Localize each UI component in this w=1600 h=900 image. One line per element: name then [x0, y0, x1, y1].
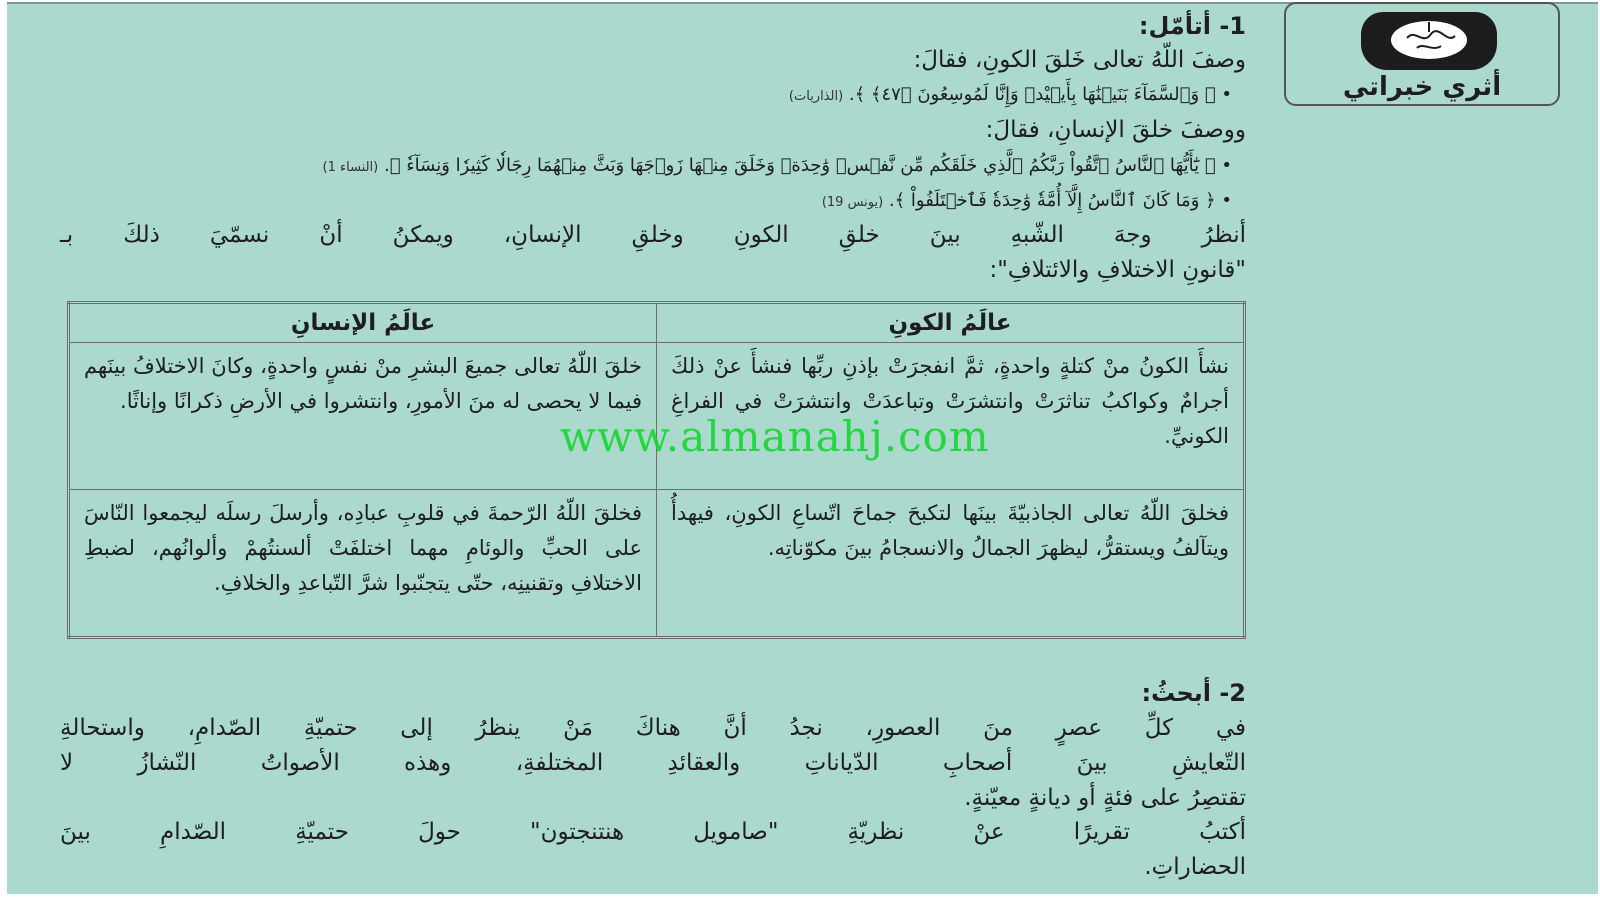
verse-3: [822, 190, 1232, 211]
comparison-paragraph-line-2: "قانونِ الاختلافِ والائتلافِ":: [989, 257, 1246, 283]
cell-human-origin: خلقَ اللّهُ تعالى جميعَ البشرِ منْ نفسٍ واحدةٍ، وكانَ الاختلافُ بينَهم فيما لا يحصى له منَ الأمورِ، وانتشروا في الأرضِ ذكرانًا وإناثًا.: [69, 343, 657, 490]
universe-intro: وصفَ اللّهُ تعالى خَلقَ الكونِ، فقالَ:: [913, 47, 1246, 73]
cell-universe-harmony: فخلقَ اللّهُ تعالى الجاذبيّةَ بينَها لتكبحَ جماحَ اتّساعِ الكونِ، فيهدأُ ويتآلفُ ويستقرُّ، ليظهرَ الجمالُ والانسجامُ بينَ مكوّناتِه.: [657, 489, 1245, 637]
verse-2-text: • ﴿ يَٰٓأَيُّهَا ٱلنَّاسُ ٱتَّقُواْ رَبَّكُمُ ٱلَّذِي خَلَقَكُم مِّن نَّفۡسٖ وَٰحِدَةٖ وَخَلَقَ مِنۡهَا زَوۡجَهَا وَبَثَّ مِنۡهُمَا رِجَالٗا كَثِيرٗا وَنِسَآءٗ ﴾.: [383, 155, 1232, 176]
section-heading-reflect: 1- أتأمّل:: [1138, 12, 1246, 40]
comparison-paragraph-line-1: أنظرُ وجهَ الشّبهِ بينَ خلقِ الكونِ وخلقِ الإنسانِ، ويمكنُ أنْ نسمّيَ ذلكَ بـ: [60, 222, 1246, 248]
column-header-universe: عالَمُ الكونِ: [657, 303, 1245, 343]
cell-human-harmony: فخلقَ اللّهُ الرّحمةَ في قلوبِ عبادِه، وأرسلَ رسلَه ليجمعوا النّاسَ على الحبِّ والوئامِ مهما اختلفَتْ ألسنتُهمْ وألوانُهم، لضبطِ الاختلافِ وتقنينِه، حتّى يتجنّبوا شرَّ التّباعدِ والخلافِ.: [69, 489, 657, 637]
enrichment-badge: [1284, 2, 1560, 106]
verse-1: [789, 84, 1232, 105]
verse-1-reference: (الذاريات): [788, 89, 844, 104]
comparison-table: [67, 301, 1246, 639]
research-line-4: أكتبُ تقريرًا عنْ نظريّةِ "صامويل هنتنجتون" حولَ حتميّةِ الصّدامِ بينَ: [60, 819, 1246, 845]
column-header-human: عالَمُ الإنسانِ: [69, 303, 657, 343]
research-line-5: الحضاراتِ.: [1144, 854, 1246, 880]
badge-label: أثري خبراتي: [1342, 72, 1502, 102]
verse-3-text: • ﴿ وَمَا كَانَ ٱلنَّاسُ إِلَّآ أُمَّةٗ وَٰحِدَةٗ فَٱخۡتَلَفُواْ ﴾.: [888, 190, 1232, 211]
table-header-row: [69, 303, 1245, 343]
cell-universe-origin: نشأَ الكونُ منْ كتلةٍ واحدةٍ، ثمَّ انفجرَتْ بإذنِ ربِّها فنشأَ عنْ ذلكَ أجرامٌ وكواكبُ تناثرَتْ وانتشرَتْ وتباعدَتْ وانتشرَتْ في الفراغِ الكونيِّ.: [657, 343, 1245, 490]
verse-3-reference: (يونس 19): [821, 195, 884, 210]
human-intro: ووصفَ خلقَ الإنسانِ، فقالَ:: [985, 117, 1246, 143]
verse-2: [323, 155, 1233, 176]
research-line-3: تقتصِرُ على فئةٍ أو ديانةٍ معيّنةٍ.: [964, 785, 1246, 811]
brain-icon: [1361, 12, 1497, 70]
table-row: [69, 489, 1245, 637]
section-heading-research: 2- أبحثُ:: [1141, 679, 1246, 707]
watermark: www.almanahj.com: [560, 412, 990, 461]
research-line-2: التّعايشِ بينَ أصحابِ الدّياناتِ والعقائدِ المختلفةِ، وهذه الأصواتُ النّشازُ لا: [60, 750, 1246, 776]
research-line-1: في كلِّ عصرٍ منَ العصورِ، نجدُ أنَّ هناكَ مَنْ ينظرُ إلى حتميّةِ الصّدامِ، واستحالةِ: [60, 715, 1246, 741]
verse-2-reference: (النساء 1): [322, 160, 379, 175]
verse-1-text: • ﴿ وَٱلسَّمَآءَ بَنَيۡنَٰهَا بِأَيۡيْدٖ وَإِنَّا لَمُوسِعُونَ ﴿٤٧﴾ ﴾.: [848, 84, 1232, 105]
